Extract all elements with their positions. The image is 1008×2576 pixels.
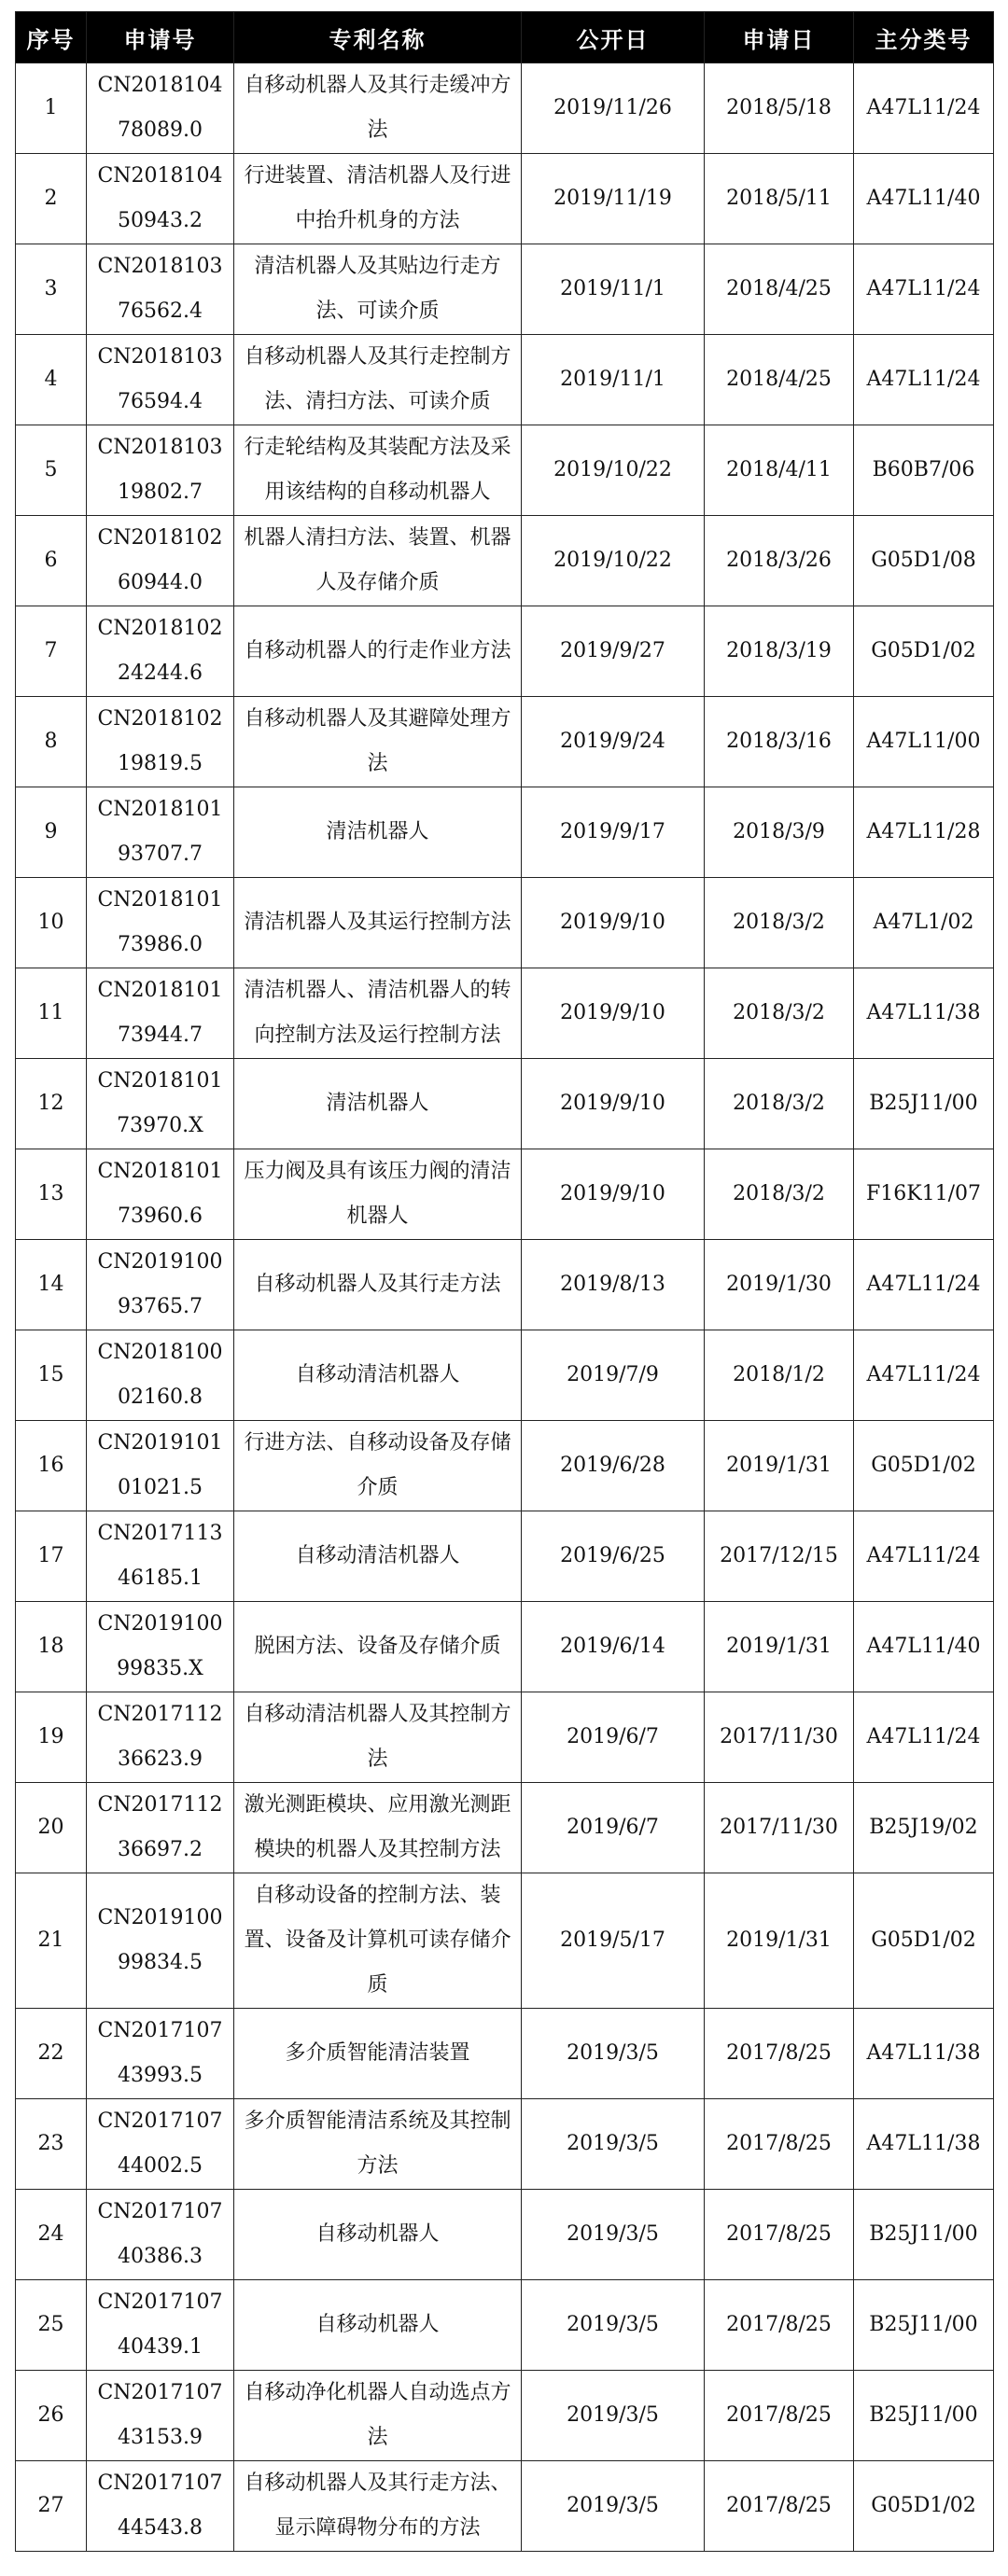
cell-app-date: 2019/1/31: [705, 1873, 854, 2009]
cell-seq: 17: [16, 1511, 87, 1602]
patent-table: [15, 11, 994, 2552]
cell-app-no: CN201910101021.5: [87, 1421, 234, 1511]
cell-pub-date: 2019/6/28: [522, 1421, 705, 1511]
table-row: [16, 1059, 994, 1149]
cell-title: 多介质智能清洁系统及其控制方法: [234, 2099, 522, 2190]
cell-title: 自移动机器人的行走作业方法: [234, 606, 522, 697]
cell-app-date: 2019/1/30: [705, 1240, 854, 1330]
table-row: [16, 1692, 994, 1783]
cell-seq: 19: [16, 1692, 87, 1783]
cell-app-no: CN201810173944.7: [87, 968, 234, 1059]
cell-app-date: 2017/12/15: [705, 1511, 854, 1602]
header-title: 专利名称: [234, 12, 522, 63]
cell-app-no: CN201810376594.4: [87, 335, 234, 425]
header-seq: 序号: [16, 12, 87, 63]
cell-app-date: 2017/8/25: [705, 2009, 854, 2099]
table-row: [16, 1240, 994, 1330]
cell-ipc: G05D1/02: [854, 1873, 994, 2009]
cell-pub-date: 2019/11/1: [522, 244, 705, 335]
cell-pub-date: 2019/9/10: [522, 1149, 705, 1240]
cell-pub-date: 2019/6/7: [522, 1692, 705, 1783]
cell-ipc: A47L11/24: [854, 1330, 994, 1421]
cell-seq: 25: [16, 2280, 87, 2371]
cell-app-date: 2018/5/18: [705, 63, 854, 154]
header-app-date: 申请日: [705, 12, 854, 63]
cell-ipc: A47L11/40: [854, 1602, 994, 1692]
cell-ipc: B25J11/00: [854, 2280, 994, 2371]
cell-pub-date: 2019/6/7: [522, 1783, 705, 1873]
cell-pub-date: 2019/11/26: [522, 63, 705, 154]
cell-app-no: CN201810173970.X: [87, 1059, 234, 1149]
cell-title: 自移动机器人及其避障处理方法: [234, 697, 522, 787]
table-row: [16, 335, 994, 425]
table-row: [16, 697, 994, 787]
cell-seq: 13: [16, 1149, 87, 1240]
cell-app-date: 2019/1/31: [705, 1421, 854, 1511]
cell-app-no: CN201810450943.2: [87, 154, 234, 244]
cell-app-no: CN201810376562.4: [87, 244, 234, 335]
cell-seq: 26: [16, 2371, 87, 2461]
cell-ipc: B25J11/00: [854, 2190, 994, 2280]
cell-app-no: CN201710743153.9: [87, 2371, 234, 2461]
cell-app-date: 2018/3/16: [705, 697, 854, 787]
cell-ipc: G05D1/08: [854, 516, 994, 606]
cell-pub-date: 2019/9/27: [522, 606, 705, 697]
table-row: [16, 2099, 994, 2190]
cell-title: 自移动机器人及其行走控制方法、清扫方法、可读介质: [234, 335, 522, 425]
cell-app-no: CN201810002160.8: [87, 1330, 234, 1421]
cell-title: 清洁机器人、清洁机器人的转向控制方法及运行控制方法: [234, 968, 522, 1059]
cell-title: 自移动机器人: [234, 2280, 522, 2371]
table-row: [16, 1330, 994, 1421]
cell-seq: 15: [16, 1330, 87, 1421]
cell-title: 机器人清扫方法、装置、机器人及存储介质: [234, 516, 522, 606]
header-ipc: 主分类号: [854, 12, 994, 63]
cell-pub-date: 2019/10/22: [522, 425, 705, 516]
cell-title: 自移动机器人及其行走方法、显示障碍物分布的方法: [234, 2461, 522, 2552]
cell-title: 多介质智能清洁装置: [234, 2009, 522, 2099]
cell-seq: 11: [16, 968, 87, 1059]
cell-ipc: A47L11/24: [854, 244, 994, 335]
cell-pub-date: 2019/3/5: [522, 2099, 705, 2190]
cell-ipc: F16K11/07: [854, 1149, 994, 1240]
cell-seq: 12: [16, 1059, 87, 1149]
cell-app-date: 2018/1/2: [705, 1330, 854, 1421]
cell-app-date: 2018/3/2: [705, 1059, 854, 1149]
cell-pub-date: 2019/9/10: [522, 968, 705, 1059]
cell-title: 激光测距模块、应用激光测距模块的机器人及其控制方法: [234, 1783, 522, 1873]
cell-app-no: CN201810193707.7: [87, 787, 234, 878]
cell-seq: 22: [16, 2009, 87, 2099]
cell-app-date: 2017/8/25: [705, 2190, 854, 2280]
cell-ipc: B25J11/00: [854, 2371, 994, 2461]
cell-pub-date: 2019/9/24: [522, 697, 705, 787]
table-row: [16, 968, 994, 1059]
table-row: [16, 2009, 994, 2099]
cell-seq: 14: [16, 1240, 87, 1330]
cell-seq: 9: [16, 787, 87, 878]
cell-app-no: CN201710743993.5: [87, 2009, 234, 2099]
cell-app-date: 2017/11/30: [705, 1783, 854, 1873]
cell-app-date: 2017/8/25: [705, 2371, 854, 2461]
cell-seq: 23: [16, 2099, 87, 2190]
cell-pub-date: 2019/6/14: [522, 1602, 705, 1692]
cell-app-no: CN201910099835.X: [87, 1602, 234, 1692]
cell-app-no: CN201810173960.6: [87, 1149, 234, 1240]
table-row: [16, 2190, 994, 2280]
cell-ipc: A47L11/24: [854, 1511, 994, 1602]
cell-seq: 8: [16, 697, 87, 787]
cell-app-no: CN201810173986.0: [87, 878, 234, 968]
cell-app-date: 2018/4/25: [705, 335, 854, 425]
cell-app-date: 2018/3/9: [705, 787, 854, 878]
cell-app-date: 2018/4/11: [705, 425, 854, 516]
cell-app-date: 2018/3/2: [705, 1149, 854, 1240]
cell-app-no: CN201910093765.7: [87, 1240, 234, 1330]
cell-app-date: 2018/5/11: [705, 154, 854, 244]
cell-app-no: CN201711346185.1: [87, 1511, 234, 1602]
table-row: [16, 63, 994, 154]
table-row: [16, 1511, 994, 1602]
cell-pub-date: 2019/7/9: [522, 1330, 705, 1421]
cell-seq: 10: [16, 878, 87, 968]
table-row: [16, 1602, 994, 1692]
cell-ipc: B60B7/06: [854, 425, 994, 516]
cell-ipc: A47L11/38: [854, 968, 994, 1059]
table-row: [16, 1873, 994, 2009]
cell-title: 行走轮结构及其装配方法及采用该结构的自移动机器人: [234, 425, 522, 516]
cell-seq: 21: [16, 1873, 87, 2009]
cell-title: 自移动机器人及其行走方法: [234, 1240, 522, 1330]
cell-seq: 4: [16, 335, 87, 425]
cell-pub-date: 2019/6/25: [522, 1511, 705, 1602]
cell-seq: 27: [16, 2461, 87, 2552]
cell-ipc: A47L11/24: [854, 1692, 994, 1783]
cell-app-no: CN201810319802.7: [87, 425, 234, 516]
cell-ipc: B25J11/00: [854, 1059, 994, 1149]
table-row: [16, 2461, 994, 2552]
cell-app-no: CN201710740386.3: [87, 2190, 234, 2280]
cell-app-date: 2017/8/25: [705, 2099, 854, 2190]
cell-ipc: A47L11/40: [854, 154, 994, 244]
table-row: [16, 606, 994, 697]
cell-pub-date: 2019/5/17: [522, 1873, 705, 2009]
cell-seq: 18: [16, 1602, 87, 1692]
cell-seq: 1: [16, 63, 87, 154]
cell-title: 自移动设备的控制方法、装置、设备及计算机可读存储介质: [234, 1873, 522, 2009]
cell-ipc: A47L11/24: [854, 1240, 994, 1330]
cell-app-date: 2018/3/2: [705, 878, 854, 968]
table-row: [16, 154, 994, 244]
cell-seq: 2: [16, 154, 87, 244]
cell-app-date: 2017/8/25: [705, 2280, 854, 2371]
cell-app-no: CN201810260944.0: [87, 516, 234, 606]
cell-title: 压力阀及具有该压力阀的清洁机器人: [234, 1149, 522, 1240]
cell-app-no: CN201711236623.9: [87, 1692, 234, 1783]
cell-title: 脱困方法、设备及存储介质: [234, 1602, 522, 1692]
cell-app-no: CN201810224244.6: [87, 606, 234, 697]
cell-pub-date: 2019/11/19: [522, 154, 705, 244]
cell-title: 行进方法、自移动设备及存储介质: [234, 1421, 522, 1511]
cell-app-no: CN201810478089.0: [87, 63, 234, 154]
table-row: [16, 516, 994, 606]
cell-pub-date: 2019/9/17: [522, 787, 705, 878]
cell-seq: 24: [16, 2190, 87, 2280]
table-row: [16, 787, 994, 878]
cell-ipc: B25J19/02: [854, 1783, 994, 1873]
cell-title: 自移动净化机器人自动选点方法: [234, 2371, 522, 2461]
cell-pub-date: 2019/9/10: [522, 1059, 705, 1149]
cell-app-no: CN201710744002.5: [87, 2099, 234, 2190]
table-row: [16, 2371, 994, 2461]
header-app-no: 申请号: [87, 12, 234, 63]
cell-ipc: A47L1/02: [854, 878, 994, 968]
cell-pub-date: 2019/3/5: [522, 2280, 705, 2371]
cell-ipc: A47L11/38: [854, 2009, 994, 2099]
cell-seq: 7: [16, 606, 87, 697]
cell-app-no: CN201810219819.5: [87, 697, 234, 787]
cell-app-date: 2018/4/25: [705, 244, 854, 335]
table-row: [16, 244, 994, 335]
cell-title: 自移动清洁机器人及其控制方法: [234, 1692, 522, 1783]
cell-title: 自移动清洁机器人: [234, 1330, 522, 1421]
cell-title: 清洁机器人: [234, 1059, 522, 1149]
cell-seq: 6: [16, 516, 87, 606]
cell-title: 清洁机器人及其贴边行走方法、可读介质: [234, 244, 522, 335]
cell-app-date: 2018/3/26: [705, 516, 854, 606]
table-row: [16, 1783, 994, 1873]
table-row: [16, 878, 994, 968]
cell-app-date: 2017/11/30: [705, 1692, 854, 1783]
cell-app-no: CN201910099834.5: [87, 1873, 234, 2009]
cell-seq: 5: [16, 425, 87, 516]
table-header-row: [16, 12, 994, 63]
cell-title: 行进装置、清洁机器人及行进中抬升机身的方法: [234, 154, 522, 244]
cell-ipc: A47L11/38: [854, 2099, 994, 2190]
cell-app-no: CN201710740439.1: [87, 2280, 234, 2371]
cell-pub-date: 2019/3/5: [522, 2461, 705, 2552]
cell-title: 清洁机器人: [234, 787, 522, 878]
cell-pub-date: 2019/9/10: [522, 878, 705, 968]
cell-title: 自移动清洁机器人: [234, 1511, 522, 1602]
cell-title: 自移动机器人及其行走缓冲方法: [234, 63, 522, 154]
cell-app-date: 2018/3/2: [705, 968, 854, 1059]
table-row: [16, 2280, 994, 2371]
cell-ipc: A47L11/28: [854, 787, 994, 878]
header-pub-date: 公开日: [522, 12, 705, 63]
table-row: [16, 425, 994, 516]
cell-app-date: 2018/3/19: [705, 606, 854, 697]
cell-title: 自移动机器人: [234, 2190, 522, 2280]
cell-app-no: CN201711236697.2: [87, 1783, 234, 1873]
cell-ipc: G05D1/02: [854, 1421, 994, 1511]
cell-app-date: 2019/1/31: [705, 1602, 854, 1692]
table-row: [16, 1149, 994, 1240]
cell-title: 清洁机器人及其运行控制方法: [234, 878, 522, 968]
cell-seq: 3: [16, 244, 87, 335]
cell-ipc: G05D1/02: [854, 2461, 994, 2552]
cell-pub-date: 2019/11/1: [522, 335, 705, 425]
cell-ipc: A47L11/00: [854, 697, 994, 787]
cell-ipc: A47L11/24: [854, 335, 994, 425]
cell-ipc: A47L11/24: [854, 63, 994, 154]
cell-seq: 20: [16, 1783, 87, 1873]
table-row: [16, 1421, 994, 1511]
cell-ipc: G05D1/02: [854, 606, 994, 697]
cell-app-no: CN201710744543.8: [87, 2461, 234, 2552]
cell-app-date: 2017/8/25: [705, 2461, 854, 2552]
cell-pub-date: 2019/8/13: [522, 1240, 705, 1330]
cell-pub-date: 2019/3/5: [522, 2190, 705, 2280]
cell-pub-date: 2019/10/22: [522, 516, 705, 606]
cell-seq: 16: [16, 1421, 87, 1511]
cell-pub-date: 2019/3/5: [522, 2009, 705, 2099]
cell-pub-date: 2019/3/5: [522, 2371, 705, 2461]
